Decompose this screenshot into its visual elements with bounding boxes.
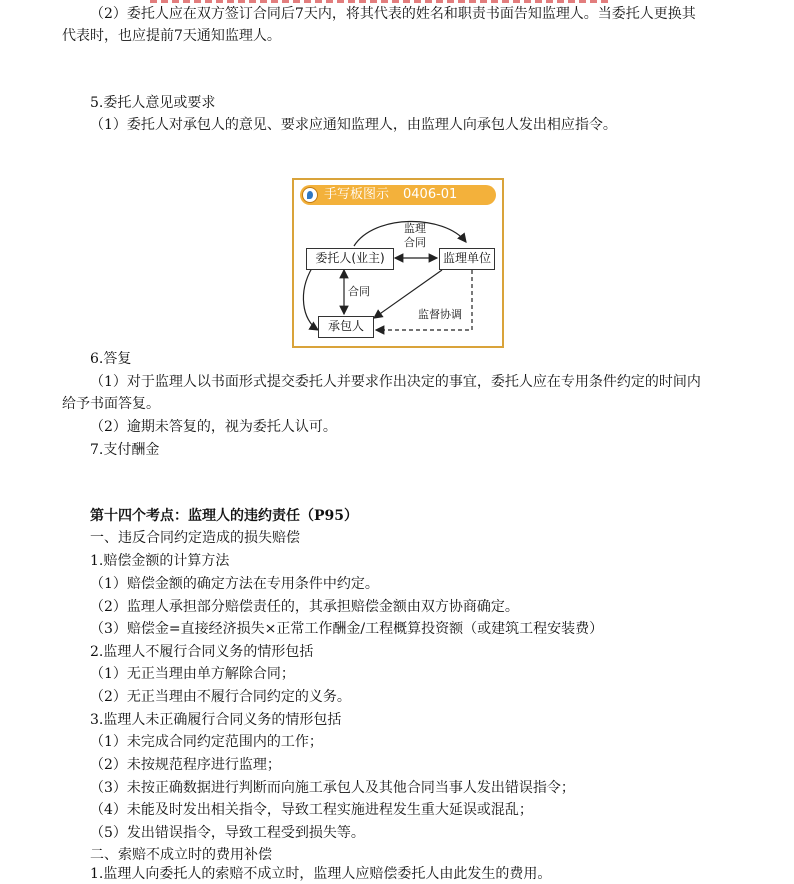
figure-title: 手写板图示 xyxy=(324,187,390,202)
paragraph-line: 代表时，也应提前7天通知监理人。 xyxy=(62,28,281,44)
paragraph-line: （3）未按正确数据进行判断而向施工承包人及其他合同当事人发出错误指令； xyxy=(90,780,575,796)
label-contract-top: 合同 xyxy=(404,236,426,249)
subsection-heading: 2.监理人不履行合同义务的情形包括 xyxy=(90,644,314,660)
paragraph-line: （1）赔偿金额的确定方法在专用条件中约定。 xyxy=(90,576,379,592)
label-contract-left: 合同 xyxy=(348,285,370,298)
subsection-heading: 3.监理人未正确履行合同义务的情形包括 xyxy=(90,712,342,728)
paragraph-line: （2）委托人应在双方签订合同后7天内，将其代表的姓名和职责书面告知监理人。当委托人更换其 xyxy=(90,6,696,22)
supervisor-box: 监理单位 xyxy=(439,248,495,270)
paragraph-line: （1）对于监理人以书面形式提交委托人并要求作出决定的事宜，委托人应在专用条件约定的时间内 xyxy=(90,374,701,390)
section-heading: 6.答复 xyxy=(90,351,132,367)
figure-code: 0406-01 xyxy=(403,187,458,202)
paragraph-line: （5）发出错误指令，导致工程受到损失等。 xyxy=(90,825,365,841)
section-heading: 一、违反合同约定造成的损失赔偿 xyxy=(90,530,300,546)
paragraph-line: （2）逾期未答复的，视为委托人认可。 xyxy=(90,419,337,435)
paragraph-line: 给予书面答复。 xyxy=(62,396,160,412)
section-heading: 5.委托人意见或要求 xyxy=(90,95,216,111)
paragraph-line: （1）委托人对承包人的意见、要求应通知监理人，由监理人向承包人发出相应指令。 xyxy=(90,117,617,133)
cropped-red-text-strip xyxy=(150,0,610,3)
paragraph-line: 1.监理人向委托人的索赔不成立时，监理人应赔偿委托人由此发生的费用。 xyxy=(90,866,552,882)
client-box: 委托人(业主) xyxy=(306,248,394,270)
paragraph-line: （1）未完成合同约定范围内的工作； xyxy=(90,734,323,750)
label-supervision: 监理 xyxy=(404,222,426,235)
subsection-heading: 1.赔偿金额的计算方法 xyxy=(90,553,230,569)
paragraph-line: （1）无正当理由单方解除合同； xyxy=(90,666,295,682)
topic-heading: 第十四个考点：监理人的违约责任（P95） xyxy=(90,508,359,524)
paragraph-line: （4）未能及时发出相关指令，导致工程实施进程发生重大延误或混乱； xyxy=(90,802,533,818)
paragraph-line: （2）无正当理由不履行合同约定的义务。 xyxy=(90,689,351,705)
contractor-box: 承包人 xyxy=(318,316,374,338)
section-heading: 7.支付酬金 xyxy=(90,442,160,458)
label-supervise-coordinate: 监督协调 xyxy=(418,308,462,321)
paragraph-line: （2）监理人承担部分赔偿责任的，其承担赔偿金额由双方协商确定。 xyxy=(90,599,519,615)
section-heading: 二、索赔不成立时的费用补偿 xyxy=(90,847,272,863)
paragraph-line: （2）未按规范程序进行监理； xyxy=(90,757,281,773)
paragraph-line: （3）赔偿金=直接经济损失×正常工作酬金/工程概算投资额（或建筑工程安装费） xyxy=(90,621,604,637)
handwriting-board-figure xyxy=(292,178,504,348)
